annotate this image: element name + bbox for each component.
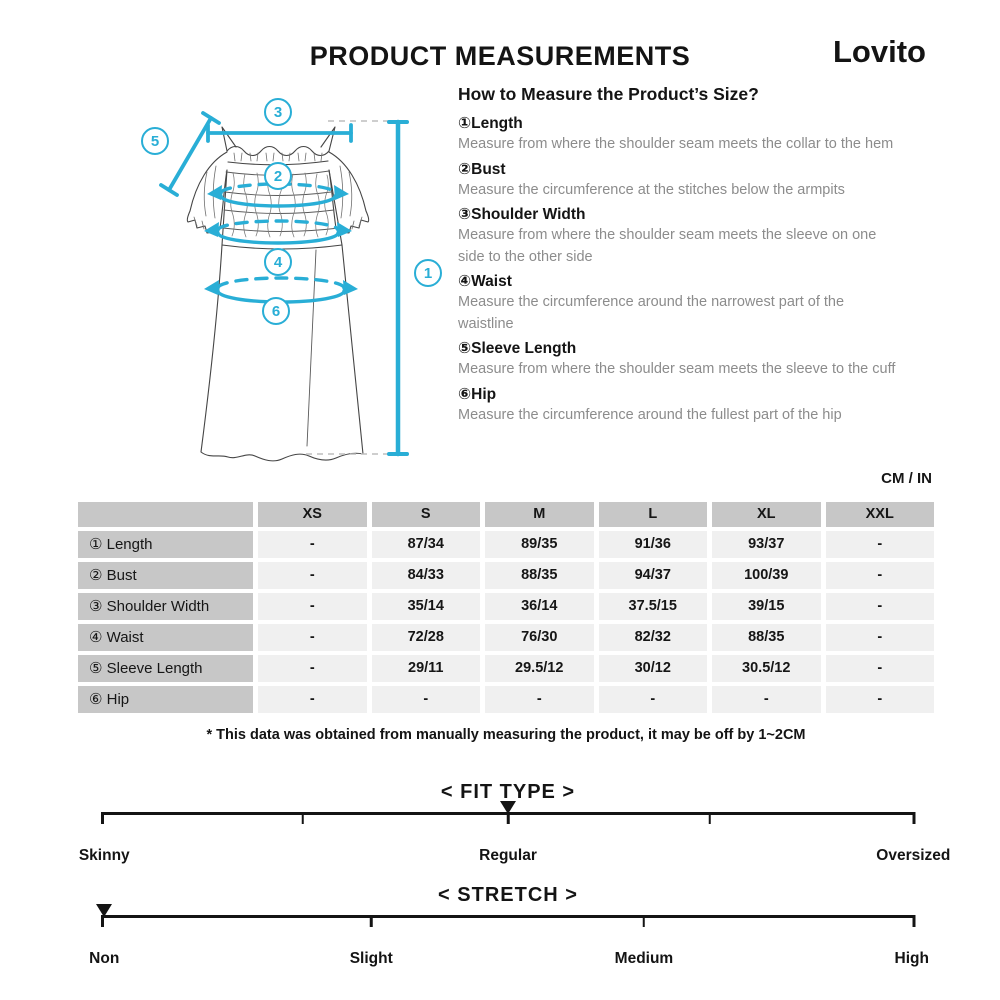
scale-tick [913, 812, 916, 824]
guide-item-length [458, 114, 906, 156]
size-cell: 91/36 [599, 531, 708, 558]
size-cell: - [258, 531, 367, 558]
scale-label-regular: Regular [479, 847, 537, 864]
size-cell: 84/33 [372, 562, 481, 589]
size-cell: - [826, 686, 935, 713]
circled-number: ⑤ [458, 340, 472, 357]
scale-tick [302, 812, 305, 824]
size-cell: - [258, 562, 367, 589]
stretch-track [101, 915, 915, 941]
measure-name: Sleeve Length [471, 340, 577, 357]
row-label-length: ① Length [78, 531, 253, 558]
size-col-header-m: M [485, 502, 594, 527]
callout-5: 5 [150, 133, 160, 150]
sleeve-length-line [161, 113, 219, 195]
scale-label-high: High [894, 950, 929, 967]
size-cell: - [372, 686, 481, 713]
circled-number: ⑥ [458, 385, 472, 403]
fit-type-labels [78, 847, 951, 867]
guide-item-bust [458, 160, 906, 202]
circled-number: ③ [458, 206, 472, 223]
size-cell: 39/15 [712, 593, 821, 620]
size-table-corner [78, 502, 253, 527]
length-ruler [389, 122, 407, 454]
guide-item-title [458, 205, 906, 224]
scale-tick [913, 915, 916, 927]
size-cell: - [826, 655, 935, 682]
size-cell: - [712, 686, 821, 713]
row-label-hip: ⑥ Hip [78, 686, 253, 713]
guide-item-title [458, 272, 906, 291]
guide-item-title [458, 160, 906, 179]
stretch-labels [89, 950, 929, 970]
callout-2: 2 [273, 168, 283, 185]
measure-description: Measure the circumference around the narrowest part of the waistline [458, 294, 845, 332]
circled-number: ② [458, 160, 472, 178]
stretch-marker [96, 904, 112, 917]
guide-item-title [458, 339, 906, 358]
scale-label-skinny: Skinny [78, 847, 130, 864]
waist-ellipse [204, 221, 352, 243]
circled-number: ④ [458, 273, 472, 290]
stretch-scale [89, 884, 929, 970]
callout-3: 3 [273, 104, 283, 121]
size-cell: 30.5/12 [712, 655, 821, 682]
size-col-header-xxl: XXL [826, 502, 935, 527]
scale-tick [101, 812, 104, 824]
guide-item-waist [458, 272, 906, 335]
fit-type-scale [78, 781, 951, 867]
size-cell: 29.5/12 [485, 655, 594, 682]
fit-type-marker [500, 801, 516, 814]
row-label-bust: ② Bust [78, 562, 253, 589]
row-label-sleeve-length: ⑤ Sleeve Length [78, 655, 253, 682]
size-cell: - [826, 624, 935, 651]
guide-item-shoulder-width [458, 205, 906, 268]
size-cell: 36/14 [485, 593, 594, 620]
row-label-shoulder-width: ③ Shoulder Width [78, 593, 253, 620]
measure-name: Length [471, 115, 523, 132]
dress-sketch-svg [106, 80, 466, 480]
row-label-waist: ④ Waist [78, 624, 253, 651]
size-table [78, 502, 934, 713]
page-title: PRODUCT MEASUREMENTS [309, 41, 691, 71]
size-cell: 37.5/15 [599, 593, 708, 620]
size-cell: 72/28 [372, 624, 481, 651]
scale-label-oversized: Oversized [876, 847, 951, 864]
measurement-disclaimer: * This data was obtained from manually measuring the product, it may be off by 1~2CM [206, 727, 806, 743]
fit-type-track [101, 812, 915, 838]
circled-number: ① [458, 115, 472, 132]
size-col-header-l: L [599, 502, 708, 527]
dress-measurement-diagram [106, 80, 466, 480]
callout-4: 4 [273, 254, 283, 271]
guide-heading: How to Measure the Product’s Size? [458, 84, 759, 104]
lovito-logo: Lovito [833, 34, 926, 69]
measure-name: Shoulder Width [471, 206, 586, 223]
measure-description: Measure the circumference at the stitches below the armpits [458, 181, 845, 198]
scale-tick [370, 915, 373, 927]
size-cell: 89/35 [485, 531, 594, 558]
measure-description: Measure from where the shoulder seam meets the collar to the hem [458, 136, 894, 152]
size-col-header-xs: XS [258, 502, 367, 527]
measure-name: Waist [471, 273, 512, 290]
measure-name: Hip [471, 385, 497, 403]
size-col-header-s: S [372, 502, 481, 527]
size-cell: 94/37 [599, 562, 708, 589]
callout-1: 1 [423, 265, 433, 282]
size-cell: - [258, 686, 367, 713]
scale-label-medium: Medium [614, 950, 674, 967]
measure-description: Measure the circumference around the fullest part of the hip [458, 406, 842, 423]
callout-6: 6 [271, 303, 281, 320]
fit-type-title: < FIT TYPE > [440, 781, 576, 803]
size-cell: 87/34 [372, 531, 481, 558]
size-cell: - [826, 531, 935, 558]
guide-item-title [458, 385, 906, 404]
guide-item-sleeve-length [458, 339, 906, 381]
size-cell: - [826, 593, 935, 620]
size-cell: 35/14 [372, 593, 481, 620]
size-cell: - [258, 593, 367, 620]
scale-tick [709, 812, 712, 824]
measure-description: Measure from where the shoulder seam meets the sleeve to the cuff [458, 361, 896, 377]
size-cell: 100/39 [712, 562, 821, 589]
size-cell: 29/11 [372, 655, 481, 682]
measure-name: Bust [471, 160, 506, 178]
how-to-measure-section [458, 84, 906, 426]
scale-line [101, 915, 915, 918]
size-cell: - [258, 655, 367, 682]
scale-label-slight: Slight [349, 950, 393, 967]
size-cell: 76/30 [485, 624, 594, 651]
measure-description: Measure from where the shoulder seam meets the sleeve on one side to the other side [458, 227, 877, 265]
size-col-header-xl: XL [712, 502, 821, 527]
size-cell: - [258, 624, 367, 651]
stretch-title: < STRETCH > [438, 884, 578, 906]
unit-label: CM / IN [881, 470, 932, 487]
size-cell: - [485, 686, 594, 713]
size-cell: - [826, 562, 935, 589]
scale-label-non: Non [89, 950, 120, 967]
guide-item-hip [458, 385, 906, 427]
guide-item-title [458, 114, 906, 133]
size-cell: 88/35 [485, 562, 594, 589]
size-cell: - [599, 686, 708, 713]
size-cell: 30/12 [599, 655, 708, 682]
size-cell: 88/35 [712, 624, 821, 651]
scale-tick [643, 915, 646, 927]
size-cell: 93/37 [712, 531, 821, 558]
size-cell: 82/32 [599, 624, 708, 651]
